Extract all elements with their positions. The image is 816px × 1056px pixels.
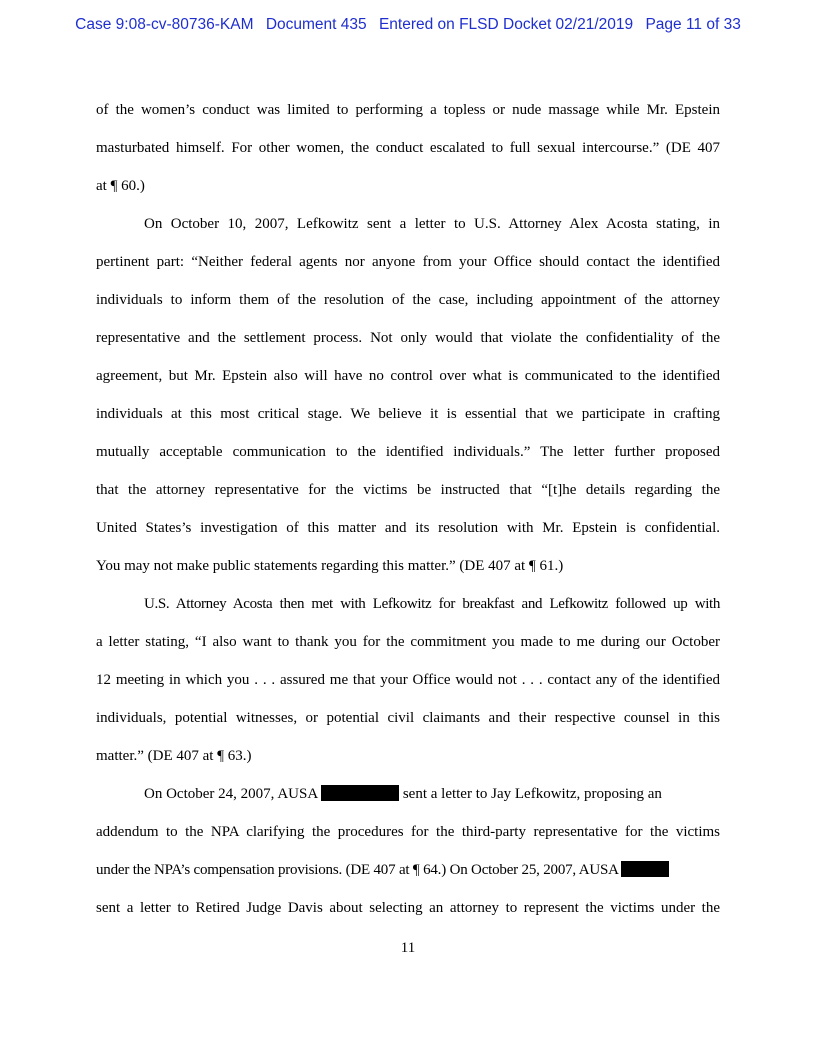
text-line: addendum to the NPA clarifying the procedures for the third-party representative for the victims — [96, 824, 720, 840]
text-line — [96, 775, 720, 813]
text-line: U.S. Attorney Acosta then met with Lefkowitz for breakfast and Lefkowitz followed up with — [144, 596, 720, 612]
docket-entry: Entered on FLSD Docket 02/21/2019 — [378, 16, 634, 33]
redaction-box — [321, 785, 399, 801]
text-line: You may not make public statements regarding this matter.” (DE 407 at ¶ 61.) — [96, 558, 564, 574]
text-line: matter.” (DE 407 at ¶ 63.) — [96, 748, 252, 764]
paragraph-1 — [96, 91, 720, 205]
text-fragment: under the NPA’s compensation provisions. (DE 407 at ¶ 64.) On October 25, 2007, AUSA — [96, 862, 618, 878]
text-line: 12 meeting in which you . . . assured me that your Office would not . . . contact any of the identified — [96, 672, 720, 688]
text-line: sent a letter to Retired Judge Davis about selecting an attorney to represent the victims under the — [96, 900, 720, 916]
text-line: agreement, but Mr. Epstein also will have no control over what is communicated to the identified — [96, 368, 720, 384]
text-line: that the attorney representative for the victims be instructed that “[t]he details regarding the — [96, 482, 720, 498]
case-number: Case 9:08-cv-80736-KAM — [75, 16, 254, 33]
text-line: On October 10, 2007, Lefkowitz sent a letter to U.S. Attorney Alex Acosta stating, in — [144, 216, 720, 232]
text-line: at ¶ 60.) — [96, 178, 145, 194]
paragraph-2 — [96, 205, 720, 585]
document-number: Document 435 — [265, 16, 367, 33]
paragraph-4 — [96, 775, 720, 927]
text-line: masturbated himself. For other women, the conduct escalated to full sexual intercourse.” (DE 407 — [96, 140, 720, 156]
text-line: individuals to inform them of the resolution of the case, including appointment of the attorney — [96, 292, 720, 308]
text-line: pertinent part: “Neither federal agents nor anyone from your Office should contact the identified — [96, 254, 720, 270]
text-line: individuals at this most critical stage. We believe it is essential that we participate in crafting — [96, 406, 720, 422]
paragraph-3 — [96, 585, 720, 775]
text-line: mutually acceptable communication to the identified individuals.” The letter further proposed — [96, 444, 720, 460]
text-line: individuals, potential witnesses, or potential civil claimants and their respective counsel in this — [96, 710, 720, 726]
page-number: 11 — [400, 940, 416, 956]
text-line: of the women’s conduct was limited to performing a topless or nude massage while Mr. Epstein — [96, 102, 720, 118]
text-line: United States’s investigation of this matter and its resolution with Mr. Epstein is confidential. — [96, 520, 720, 536]
text-line: representative and the settlement process. Not only would that violate the confidentiality of the — [96, 330, 720, 346]
text-fragment: sent a letter to Jay Lefkowitz, proposing an — [402, 786, 662, 802]
docket-header — [0, 16, 816, 34]
redaction-box — [621, 861, 669, 877]
text-fragment: On October 24, 2007, AUSA — [144, 786, 318, 802]
text-line — [96, 851, 720, 889]
document-body — [96, 91, 720, 927]
text-line: a letter stating, “I also want to thank you for the commitment you made to me during our October — [96, 634, 720, 650]
page-of: Page 11 of 33 — [645, 16, 741, 33]
